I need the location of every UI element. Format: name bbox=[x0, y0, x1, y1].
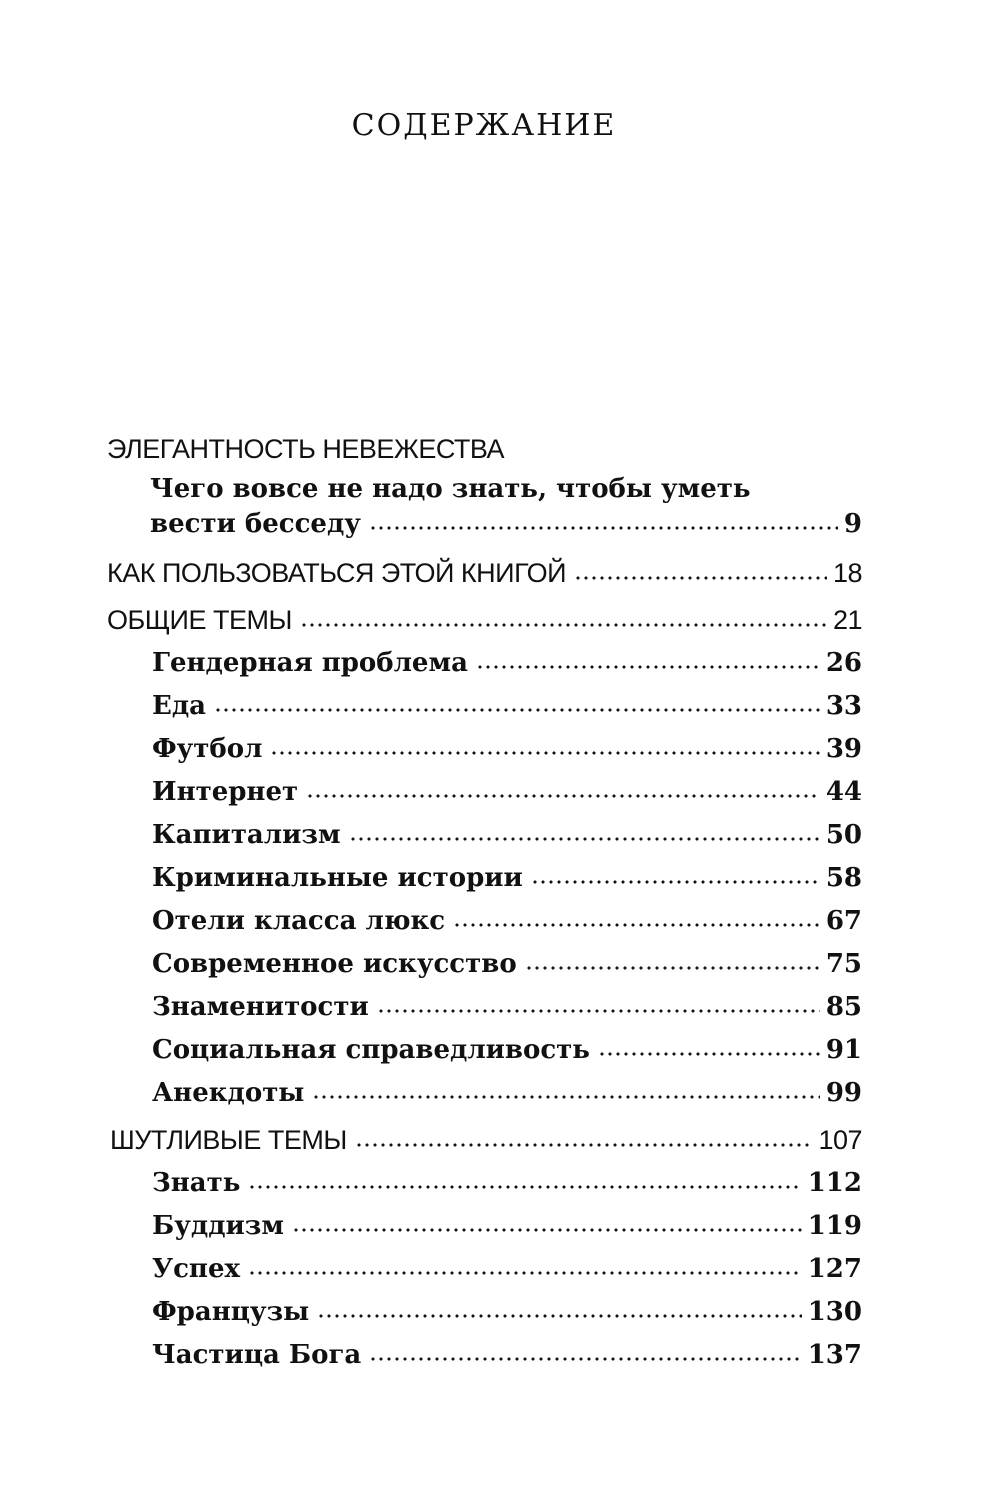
toc-page-number: 107 bbox=[818, 1125, 862, 1155]
toc-entry-label: Французы bbox=[152, 1297, 310, 1327]
toc-entry-label: вести бесседу bbox=[150, 509, 361, 539]
toc-page-number: 130 bbox=[807, 1297, 862, 1327]
toc-entry-label: Современное искусство bbox=[152, 949, 517, 979]
toc-page-number: 127 bbox=[807, 1254, 862, 1284]
dot-leader bbox=[355, 1142, 813, 1148]
toc-page-number: 44 bbox=[825, 777, 862, 807]
toc-page-number: 39 bbox=[825, 734, 862, 764]
toc-page-number: 137 bbox=[807, 1340, 862, 1370]
dot-leader bbox=[270, 750, 819, 756]
toc-entry-intro[interactable] bbox=[150, 509, 862, 539]
dot-leader bbox=[292, 1227, 802, 1233]
toc-entry-label: ШУТЛИВЫЕ ТЕМЫ bbox=[110, 1125, 347, 1155]
dot-leader bbox=[525, 965, 820, 971]
toc-entry-label: Еда bbox=[152, 691, 206, 721]
toc-entry-label: Отели класса люкс bbox=[152, 906, 446, 936]
toc-entry[interactable] bbox=[152, 1035, 862, 1065]
toc-entry-general-topics[interactable] bbox=[107, 605, 862, 636]
toc-entry[interactable] bbox=[152, 691, 862, 721]
toc-page-number: 67 bbox=[825, 906, 862, 936]
toc-entry-humorous-topics[interactable] bbox=[110, 1125, 862, 1156]
toc-entry[interactable] bbox=[152, 992, 862, 1022]
toc-entry-label: Буддизм bbox=[152, 1211, 284, 1241]
dot-leader bbox=[248, 1184, 801, 1190]
dot-leader bbox=[317, 1313, 801, 1319]
toc-entry-label: ОБЩИЕ ТЕМЫ bbox=[107, 605, 292, 635]
toc-page-number: 21 bbox=[832, 605, 862, 635]
dot-leader bbox=[248, 1270, 802, 1276]
toc-entry[interactable] bbox=[152, 949, 862, 979]
toc-entry[interactable] bbox=[152, 1254, 862, 1284]
toc-page-number: 119 bbox=[807, 1211, 862, 1241]
toc-entry-label: Анекдоты bbox=[152, 1078, 305, 1108]
toc-entry[interactable] bbox=[152, 1211, 862, 1241]
toc-entry-label: Частица Бога bbox=[152, 1340, 362, 1370]
toc-entry-label: Социальная справедливость bbox=[152, 1035, 590, 1065]
toc-entry[interactable] bbox=[152, 863, 862, 893]
toc-page-number: 99 bbox=[825, 1078, 862, 1108]
dot-leader bbox=[300, 622, 827, 628]
dot-leader bbox=[312, 1094, 819, 1100]
toc-entry[interactable] bbox=[152, 906, 862, 936]
toc-entry-label: Интернет bbox=[152, 777, 299, 807]
toc-intro-subtitle-line1: Чего вовсе не надо знать, чтобы уметь bbox=[150, 474, 751, 504]
toc-page-number: 91 bbox=[825, 1035, 862, 1065]
toc-entry[interactable] bbox=[152, 734, 862, 764]
toc-entry[interactable] bbox=[152, 1297, 862, 1327]
toc-entry[interactable] bbox=[152, 777, 862, 807]
toc-part-elegance: ЭЛЕГАНТНОСТЬ НЕВЕЖЕСТВА bbox=[107, 434, 505, 464]
dot-leader bbox=[574, 575, 827, 581]
toc-entry[interactable] bbox=[152, 820, 862, 850]
dot-leader bbox=[369, 525, 838, 531]
toc-page-number: 26 bbox=[825, 648, 862, 678]
toc-entry-label: Успех bbox=[152, 1254, 241, 1284]
toc-entry-label: Капитализм bbox=[152, 820, 341, 850]
dot-leader bbox=[369, 1356, 801, 1362]
dot-leader bbox=[377, 1008, 820, 1014]
toc-page-number: 18 bbox=[832, 558, 862, 588]
toc-entry-label: КАК ПОЛЬЗОВАТЬСЯ ЭТОЙ КНИГОЙ bbox=[107, 558, 567, 588]
toc-entry[interactable] bbox=[152, 1340, 862, 1370]
page-title: СОДЕРЖАНИЕ bbox=[351, 108, 617, 143]
toc-entry-label: Гендерная проблема bbox=[152, 648, 468, 678]
toc-page-number: 85 bbox=[825, 992, 862, 1022]
toc-page-number: 9 bbox=[843, 509, 862, 539]
toc-entry[interactable] bbox=[152, 648, 862, 678]
dot-leader bbox=[531, 879, 820, 885]
toc-page-number: 50 bbox=[825, 820, 862, 850]
toc-page-number: 33 bbox=[825, 691, 862, 721]
toc-entry-how-to-use[interactable] bbox=[107, 558, 862, 589]
toc-entry-label: Криминальные истории bbox=[152, 863, 523, 893]
toc-page-number: 75 bbox=[825, 949, 862, 979]
toc-page-number: 112 bbox=[807, 1168, 862, 1198]
dot-leader bbox=[349, 836, 820, 842]
toc-entry-label: Знаменитости bbox=[152, 992, 369, 1022]
toc-entry-label: Знать bbox=[152, 1168, 241, 1198]
dot-leader bbox=[476, 664, 820, 670]
toc-entry-label: Футбол bbox=[152, 734, 263, 764]
dot-leader bbox=[214, 707, 820, 713]
dot-leader bbox=[598, 1051, 820, 1057]
toc-page-number: 58 bbox=[825, 863, 862, 893]
dot-leader bbox=[306, 793, 820, 799]
toc-entry[interactable] bbox=[152, 1078, 862, 1108]
dot-leader bbox=[453, 922, 820, 928]
toc-entry[interactable] bbox=[152, 1168, 862, 1198]
